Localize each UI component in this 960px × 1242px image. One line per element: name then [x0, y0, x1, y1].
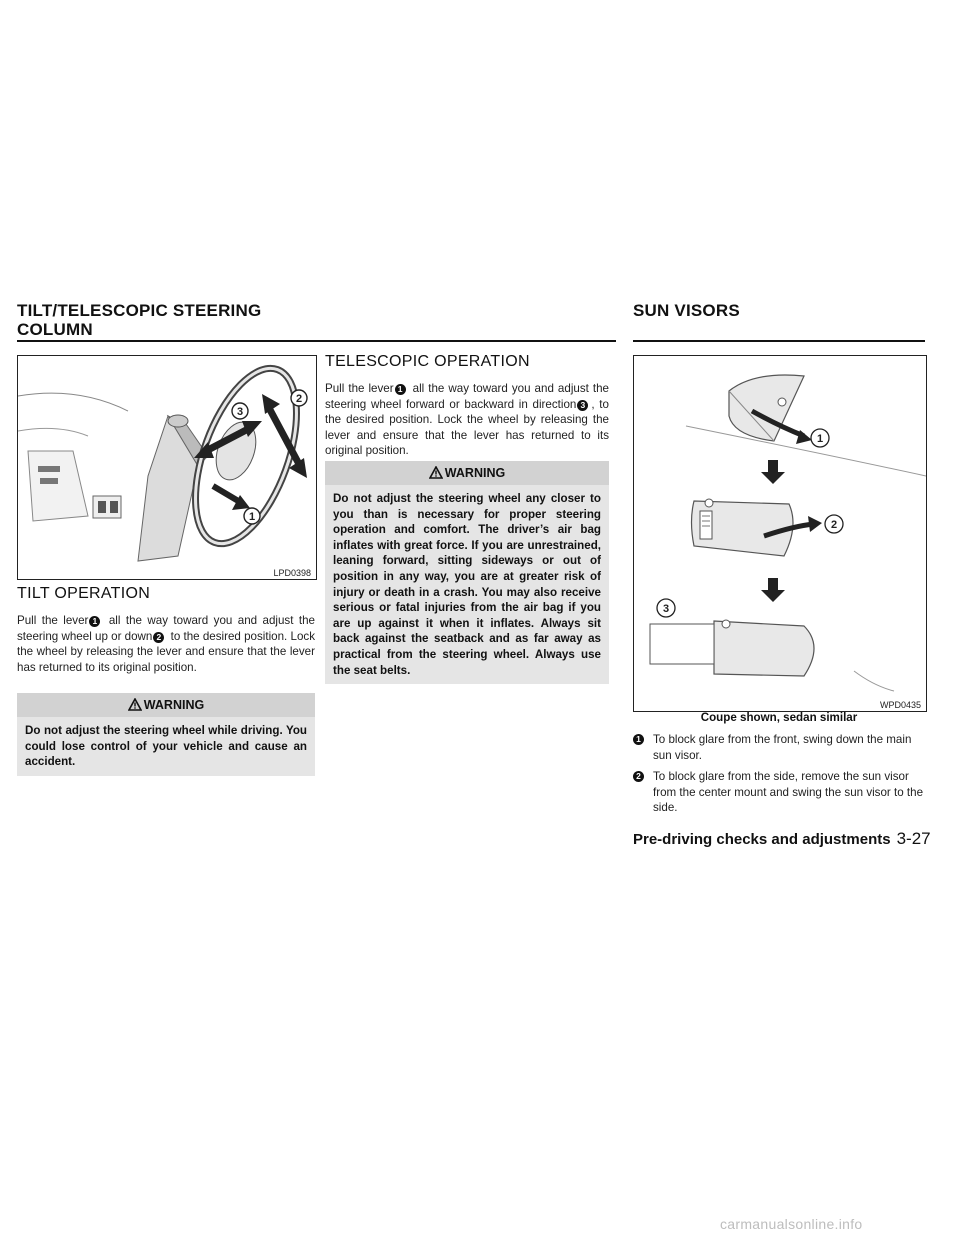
- number-badge-2: 2: [633, 771, 644, 782]
- telescopic-heading: TELESCOPIC OPERATION: [325, 353, 530, 370]
- figure-code-right: WPD0435: [879, 700, 921, 710]
- section-rule-right: [633, 340, 925, 342]
- callout-3: 3: [236, 406, 244, 418]
- telescopic-warning-box: [325, 461, 609, 684]
- sun-visor-illustration: [634, 356, 926, 711]
- section-title-sun-visors: SUN VISORS: [633, 301, 740, 320]
- number-badge-1: 1: [633, 734, 644, 745]
- telescopic-text-1: Pull the lever: [325, 382, 394, 395]
- tilt-warning-text: Do not adjust the steering wheel while driving. You could lose control of your vehicle and cause an accident.: [25, 724, 307, 769]
- tilt-paragraph: [17, 613, 315, 675]
- callout-1: 1: [816, 433, 824, 445]
- tilt-text-1: Pull the lever: [17, 614, 89, 627]
- tilt-text-3: to the desired position. Lock the wheel by releasing the lever and ensure that the lever has returned to its original position.: [17, 629, 315, 674]
- number-badge-3: 3: [577, 400, 588, 411]
- tilt-text-2: all the way toward you and adjust the steering wheel up or down: [17, 614, 315, 643]
- callout-3: 3: [662, 603, 670, 615]
- list-item-text: To block glare from the side, remove the sun visor from the center mount and swing the sun visor to the side.: [653, 770, 924, 815]
- callout-2: 2: [295, 393, 303, 405]
- steering-column-figure: [17, 355, 317, 580]
- tilt-warning-label: WARNING: [143, 698, 205, 712]
- tilt-section: [17, 584, 315, 675]
- number-badge-2: 2: [153, 632, 164, 643]
- page-number: 3-27: [896, 829, 931, 848]
- list-item: [633, 732, 925, 763]
- telescopic-warning-text: Do not adjust the steering wheel any closer to you than is necessary for proper steering operation and comfort. The driver’s air bag inflates with great force. If you are unrestrained, leaning forward, sitting sideways or out of position in any way, you are at greater risk of injury or death in a crash. You may also receive serious or fatal injuries from the air bag if you are up against it when it inflates. Always sit back against the seatback and as far away as practical from the steering wheel. Always use the seat belts.: [333, 492, 601, 677]
- telescopic-section: [325, 352, 609, 459]
- page-footer: [633, 829, 931, 849]
- figure-caption: Coupe shown, sedan similar: [700, 711, 858, 724]
- chapter-title: Pre-driving checks and adjustments: [633, 831, 891, 848]
- tilt-heading: TILT OPERATION: [17, 585, 151, 602]
- tilt-warning-header: [17, 693, 315, 717]
- list-item: [633, 769, 925, 816]
- number-badge-1: 1: [89, 616, 100, 627]
- telescopic-paragraph: [325, 381, 609, 459]
- steering-column-illustration: [18, 356, 316, 579]
- figure-code-left: LPD0398: [273, 568, 311, 578]
- callout-2: 2: [830, 519, 838, 531]
- telescopic-warning-label: WARNING: [444, 466, 506, 480]
- section-title-tilt-telescopic: TILT/TELESCOPIC STEERING COLUMN: [17, 301, 262, 339]
- section-rule-left: [17, 340, 616, 342]
- watermark: carmanualsonline.info: [720, 1216, 863, 1232]
- sun-visor-figure: [633, 355, 927, 712]
- telescopic-warning-header: [325, 461, 609, 485]
- tilt-warning-box: [17, 693, 315, 776]
- warning-icon: [128, 698, 142, 711]
- callout-1: 1: [248, 511, 256, 523]
- telescopic-text-3: , to the desired position. Lock the wheel by releasing the lever and ensure that the lever has returned to its original position.: [325, 397, 609, 458]
- telescopic-text-2: all the way toward you and adjust the steering wheel forward or backward in direction: [325, 382, 609, 411]
- list-item-text: To block glare from the front, swing down the main sun visor.: [653, 733, 912, 762]
- warning-icon: [429, 466, 443, 479]
- number-badge-1: 1: [395, 384, 406, 395]
